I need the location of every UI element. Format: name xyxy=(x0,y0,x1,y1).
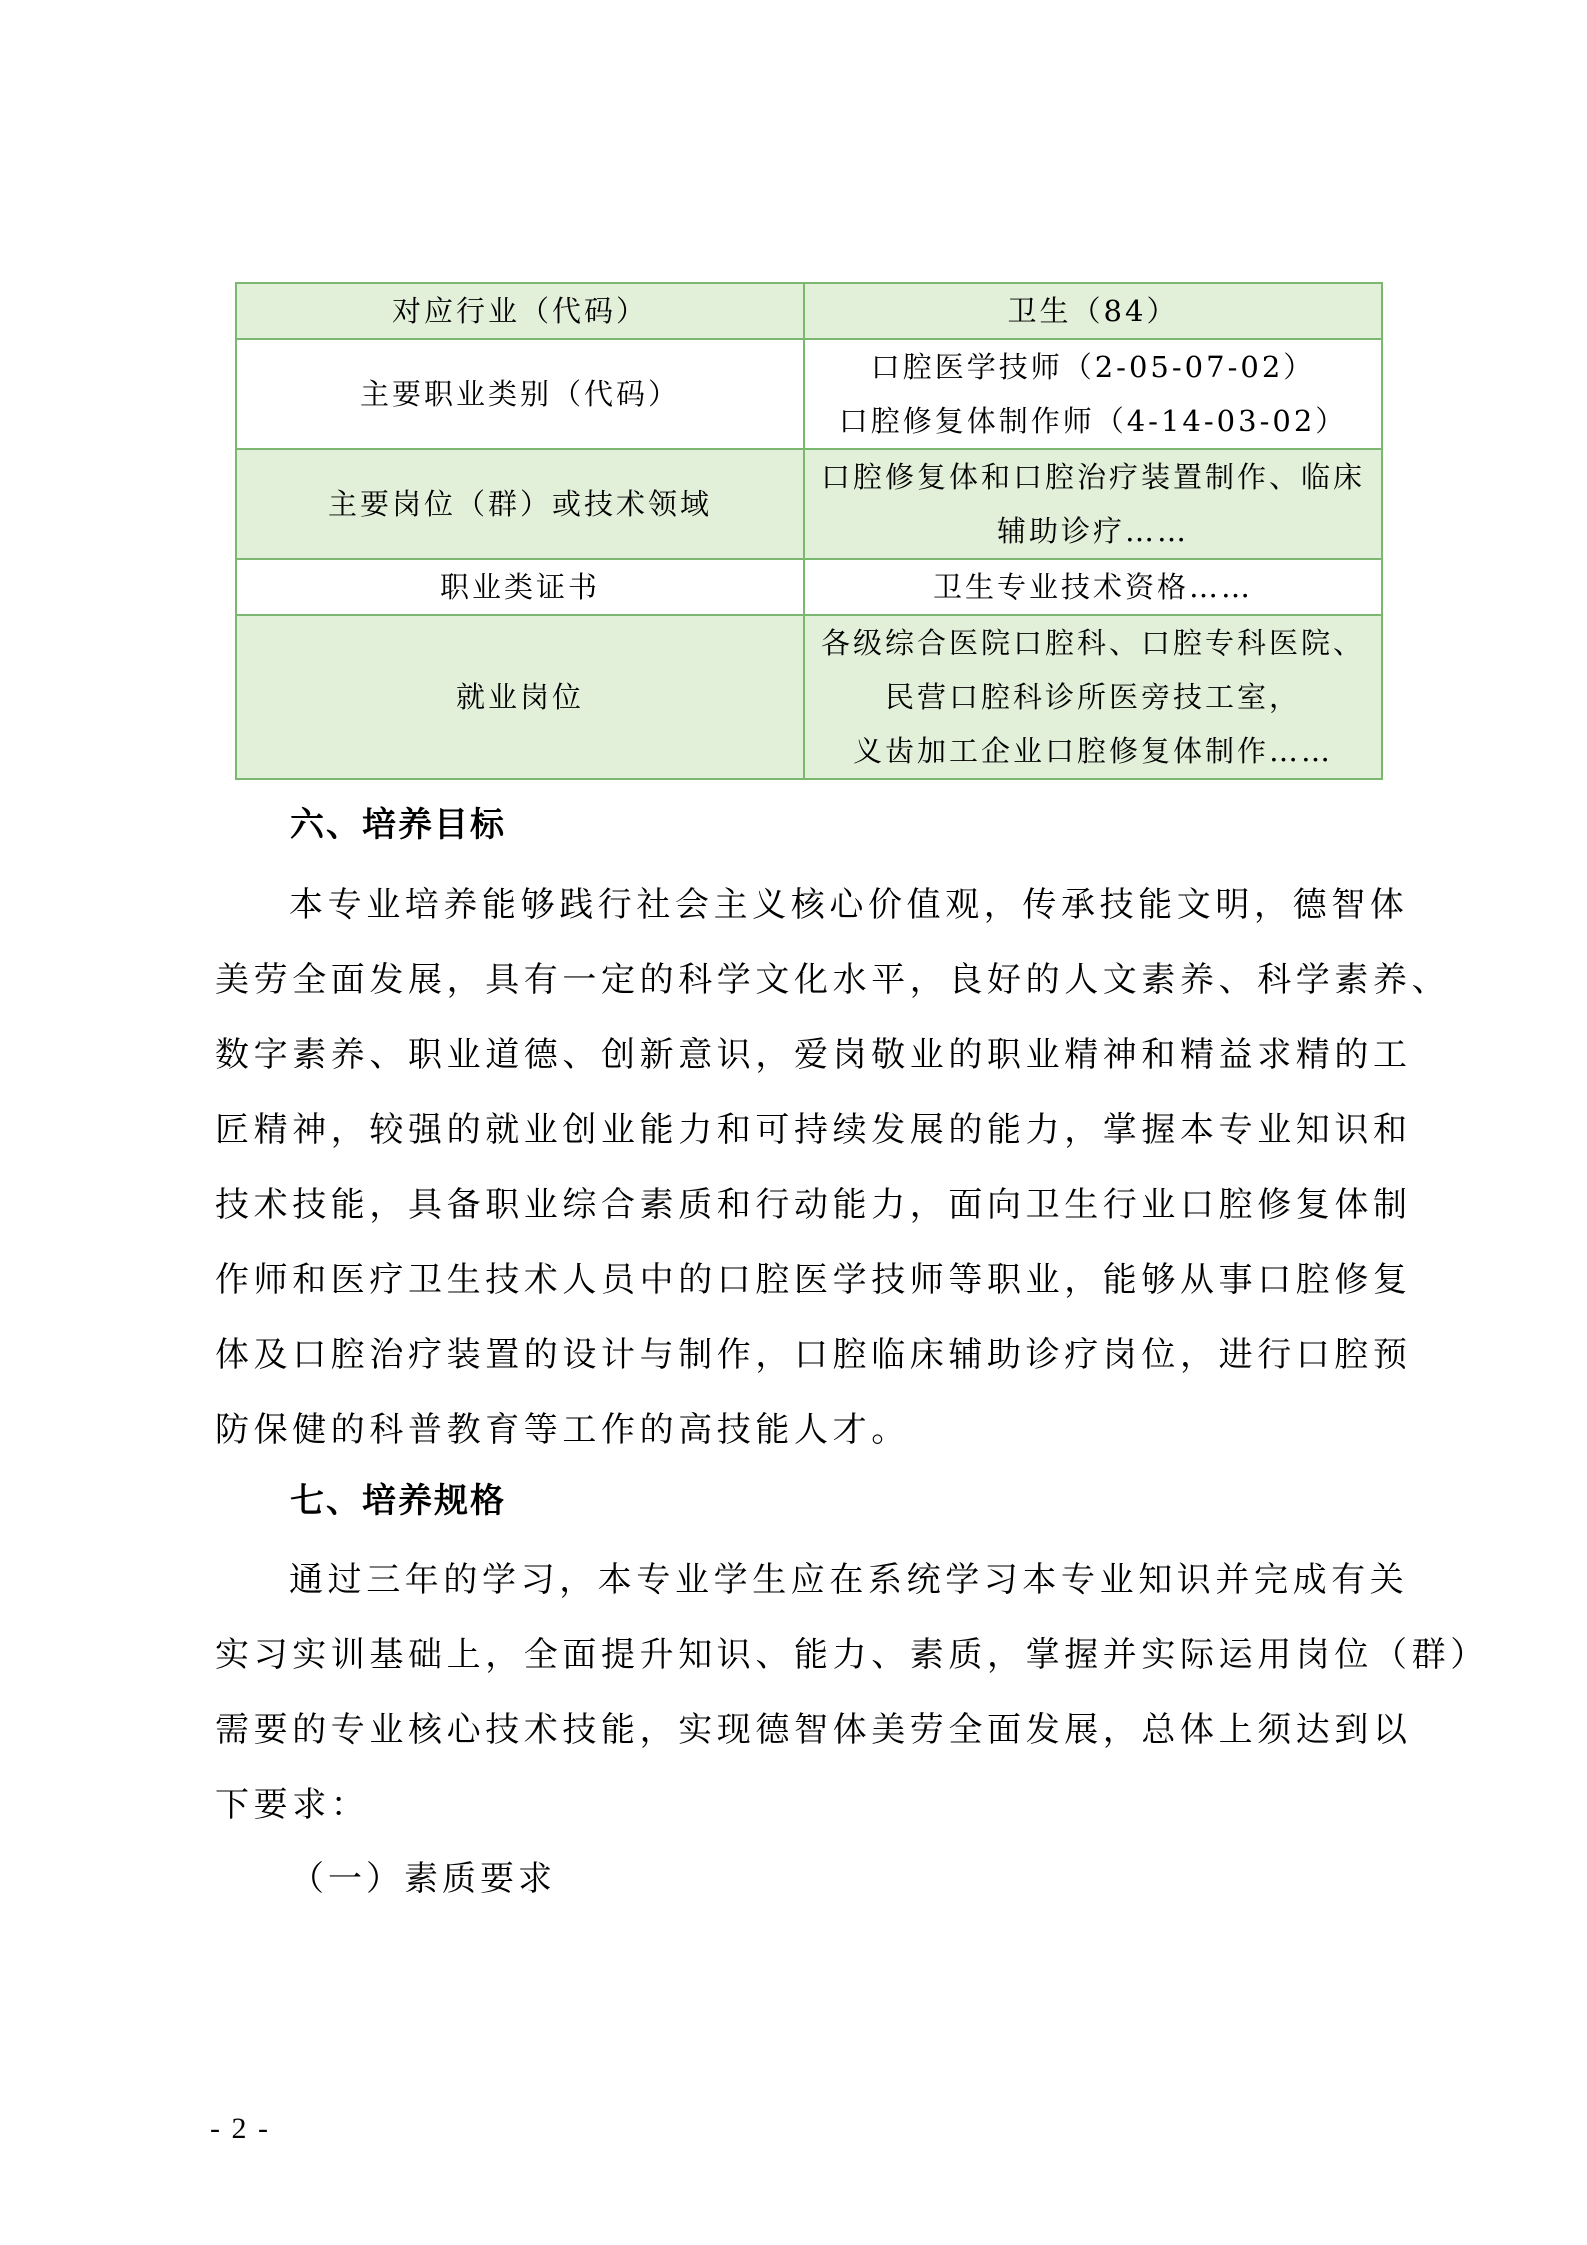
text-line: 体及口腔治疗装置的设计与制作，口腔临床辅助诊疗岗位，进行口腔预 xyxy=(215,1335,1412,1375)
cell-line: 各级综合医院口腔科、口腔专科医院、 xyxy=(820,626,1365,660)
paragraph-training-goals xyxy=(215,868,1451,1468)
subheading-quality-requirements: （一）素质要求 xyxy=(290,1859,556,1899)
text-line: 本专业培养能够践行社会主义核心价值观，传承技能文明，德智体 xyxy=(289,885,1409,925)
page-number: - 2 - xyxy=(210,2112,270,2145)
table-row-employment xyxy=(236,615,1382,779)
cell-line: 口腔医学技师（2-05-07-02） xyxy=(870,350,1316,384)
table-cell-value xyxy=(804,339,1382,449)
cell-line: 口腔修复体制作师（4-14-03-02） xyxy=(838,404,1348,438)
cell-line: 义齿加工企业口腔修复体制作…… xyxy=(852,734,1333,768)
cell-line: 卫生（84） xyxy=(1007,294,1179,328)
text-line: 需要的专业核心技术技能，实现德智体美劳全面发展，总体上须达到以 xyxy=(215,1710,1412,1750)
table-cell-label: 主要职业类别（代码） xyxy=(236,339,804,449)
table-row-positions xyxy=(236,449,1382,559)
table-cell-label: 对应行业（代码） xyxy=(236,283,804,339)
table-row-occupation-category xyxy=(236,339,1382,449)
text-line: 防保健的科普教育等工作的高技能人才。 xyxy=(215,1410,910,1450)
text-line: 技术技能，具备职业综合素质和行动能力，面向卫生行业口腔修复体制 xyxy=(215,1185,1412,1225)
section-heading-training-goals: 六、培养目标 xyxy=(290,805,506,845)
table-cell-value xyxy=(804,283,1382,339)
table-cell-value xyxy=(804,615,1382,779)
table-cell-label: 主要岗位（群）或技术领域 xyxy=(236,449,804,559)
table-cell-value xyxy=(804,559,1382,615)
cell-line: 辅助诊疗…… xyxy=(996,514,1189,548)
text-line: 下要求： xyxy=(215,1785,370,1825)
text-line: 通过三年的学习，本专业学生应在系统学习本专业知识并完成有关 xyxy=(289,1560,1409,1600)
text-line: 美劳全面发展，具有一定的科学文化水平，良好的人文素养、科学素养、 xyxy=(215,960,1451,1000)
table-cell-value xyxy=(804,449,1382,559)
text-line: 作师和医疗卫生技术人员中的口腔医学技师等职业，能够从事口腔修复 xyxy=(215,1260,1412,1300)
table-row-certificates xyxy=(236,559,1382,615)
text-line: 实习实训基础上，全面提升知识、能力、素质，掌握并实际运用岗位（群） xyxy=(215,1635,1489,1675)
text-line: 数字素养、职业道德、创新意识，爱岗敬业的职业精神和精益求精的工 xyxy=(215,1035,1412,1075)
cell-line: 民营口腔科诊所医旁技工室， xyxy=(884,680,1301,714)
paragraph-training-specs xyxy=(215,1543,1489,1843)
table-cell-label: 就业岗位 xyxy=(236,615,804,779)
text-line: 匠精神，较强的就业创业能力和可持续发展的能力，掌握本专业知识和 xyxy=(215,1110,1412,1150)
cell-line: 口腔修复体和口腔治疗装置制作、临床 xyxy=(820,460,1365,494)
table-cell-label: 职业类证书 xyxy=(236,559,804,615)
occupation-table xyxy=(235,282,1383,780)
section-heading-training-specs: 七、培养规格 xyxy=(290,1481,506,1521)
cell-line: 卫生专业技术资格…… xyxy=(932,570,1253,604)
table-row-industry xyxy=(236,283,1382,339)
